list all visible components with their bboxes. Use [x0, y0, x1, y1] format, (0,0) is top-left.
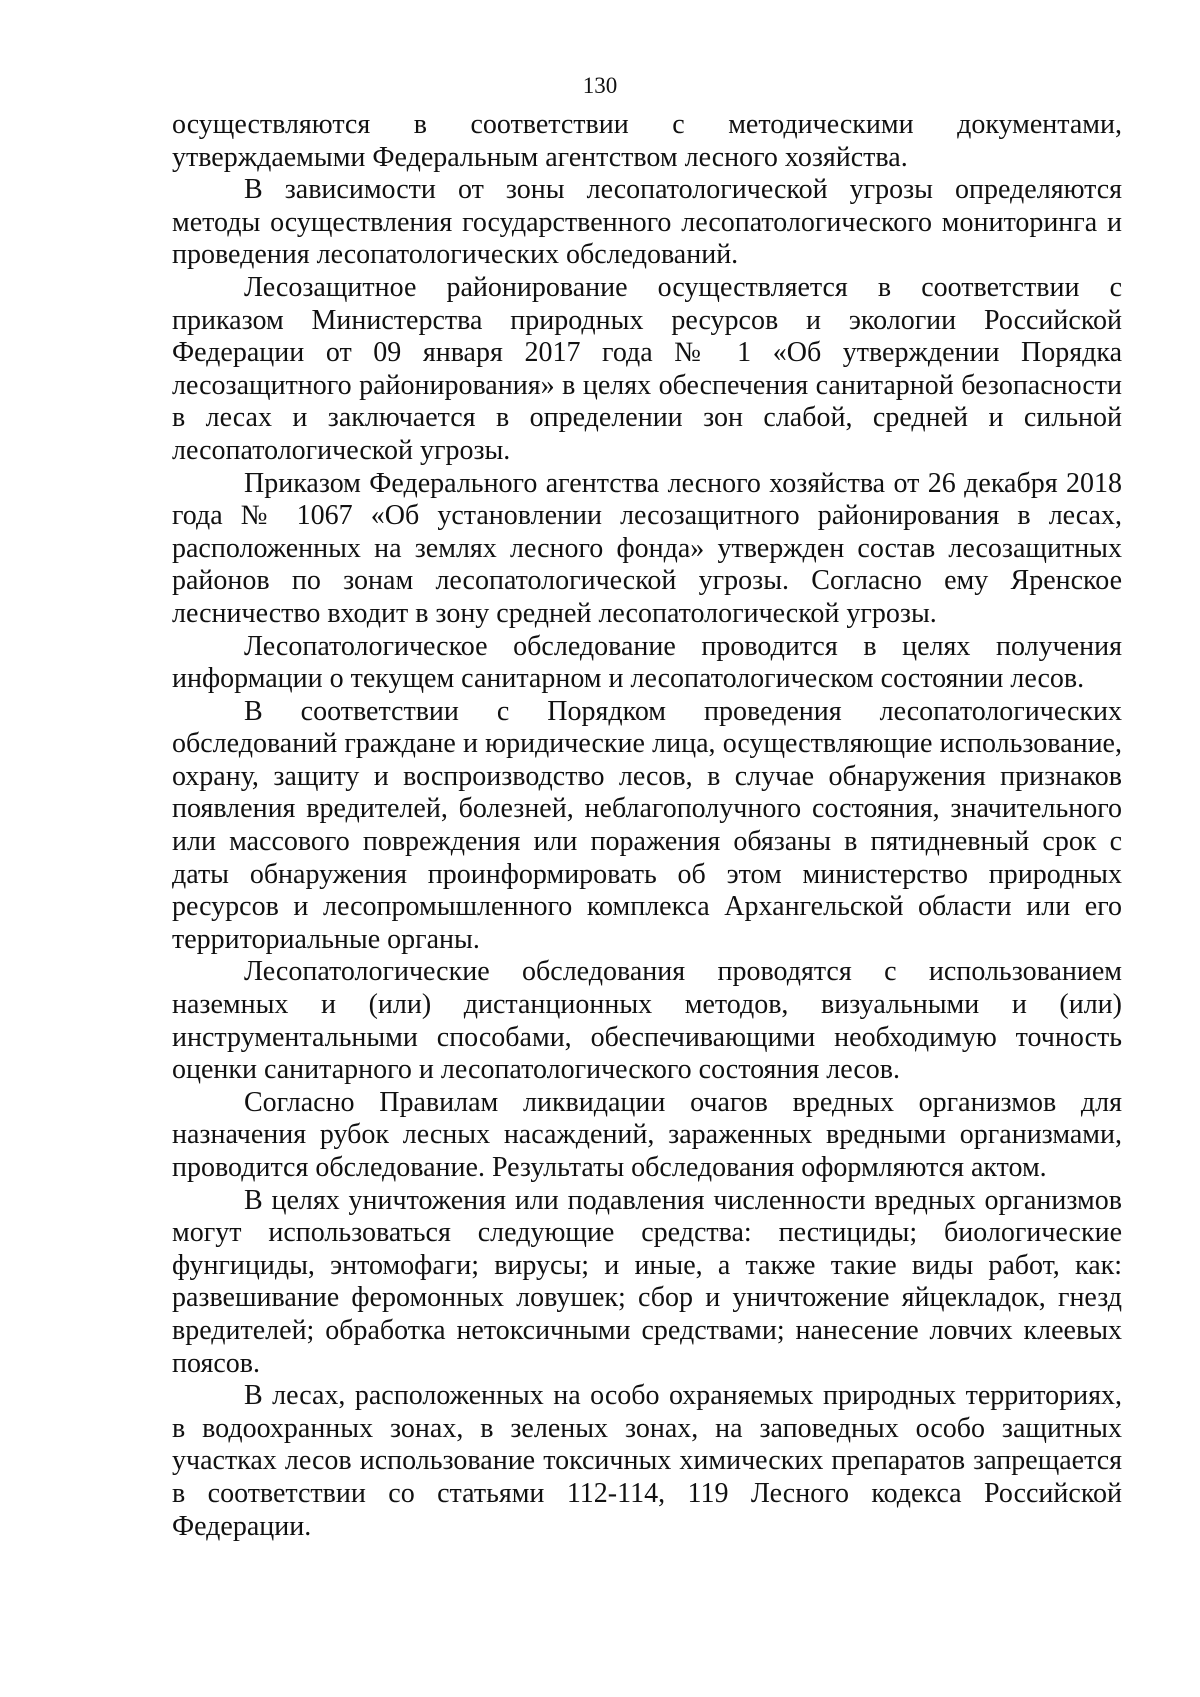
paragraph-7: Лесопатологические обследования проводятся с использованием наземных и (или) дистанционных методов, визуальными и (или) инструментальными способами, обеспечивающими необходимую точность оценки санитарного и лесопатологического состояния лесов.: [172, 956, 1122, 1086]
paragraph-10: В лесах, расположенных на особо охраняемых природных территориях, в водоохранных зонах, в зеленых зонах, на заповедных особо защитных участках лесов использование токсичных химических препаратов запрещается в соответствии со статьями 112-114, 119 Лесного кодекса Российской Федерации.: [172, 1380, 1122, 1542]
paragraph-5: Лесопатологическое обследование проводится в целях получения информации о текущем санитарном и лесопатологическом состоянии лесов.: [172, 630, 1122, 695]
paragraph-4: Приказом Федерального агентства лесного хозяйства от 26 декабря 2018 года № 1067 «Об установлении лесозащитного районирования в лесах, расположенных на землях лесного фонда» утвержден состав лесозащитных районов по зонам лесопатологической угрозы. Согласно ему Яренское лесничество входит в зону средней лесопатологической угрозы.: [172, 467, 1122, 629]
page-number: 130: [582, 73, 618, 98]
paragraph-9: В целях уничтожения или подавления численности вредных организмов могут использоваться следующие средства: пестициды; биологические фунгициды, энтомофаги; вирусы; и иные, а также такие виды работ, как: развешивание феромонных ловушек; сбор и уничтожение яйцекладок, гнезд вредителей; обработка нетоксичными средствами; нанесение ловчих клеевых поясов.: [172, 1184, 1122, 1379]
paragraph-2: В зависимости от зоны лесопатологической угрозы определяются методы осуществления государственного лесопатологического мониторинга и проведения лесопатологических обследований.: [172, 174, 1122, 271]
paragraph-8: Согласно Правилам ликвидации очагов вредных организмов для назначения рубок лесных насаждений, зараженных вредными организмами, проводится обследование. Результаты обследования оформляются актом.: [172, 1086, 1122, 1183]
paragraph-3: Лесозащитное районирование осуществляется в соответствии с приказом Министерства природных ресурсов и экологии Российской Федерации от 09 января 2017 года № 1 «Об утверждении Порядка лесозащитного районирования» в целях обеспечения санитарной безопасности в лесах и заключается в определении зон слабой, средней и сильной лесопатологической угрозы.: [172, 271, 1122, 466]
paragraph-1: осуществляются в соответствии с методическими документами, утверждаемыми Федеральным агентством лесного хозяйства.: [172, 109, 1122, 173]
paragraph-6: В соответствии с Порядком проведения лесопатологических обследований граждане и юридические лица, осуществляющие использование, охрану, защиту и воспроизводство лесов, в случае обнаружения признаков появления вредителей, болезней, неблагополучного состояния, значительного или массового повреждения или поражения обязаны в пятидневный срок с даты обнаружения проинформировать об этом министерство природных ресурсов и лесопромышленного комплекса Архангельской области или его территориальные органы.: [172, 695, 1122, 955]
document-body: [172, 109, 1122, 1543]
